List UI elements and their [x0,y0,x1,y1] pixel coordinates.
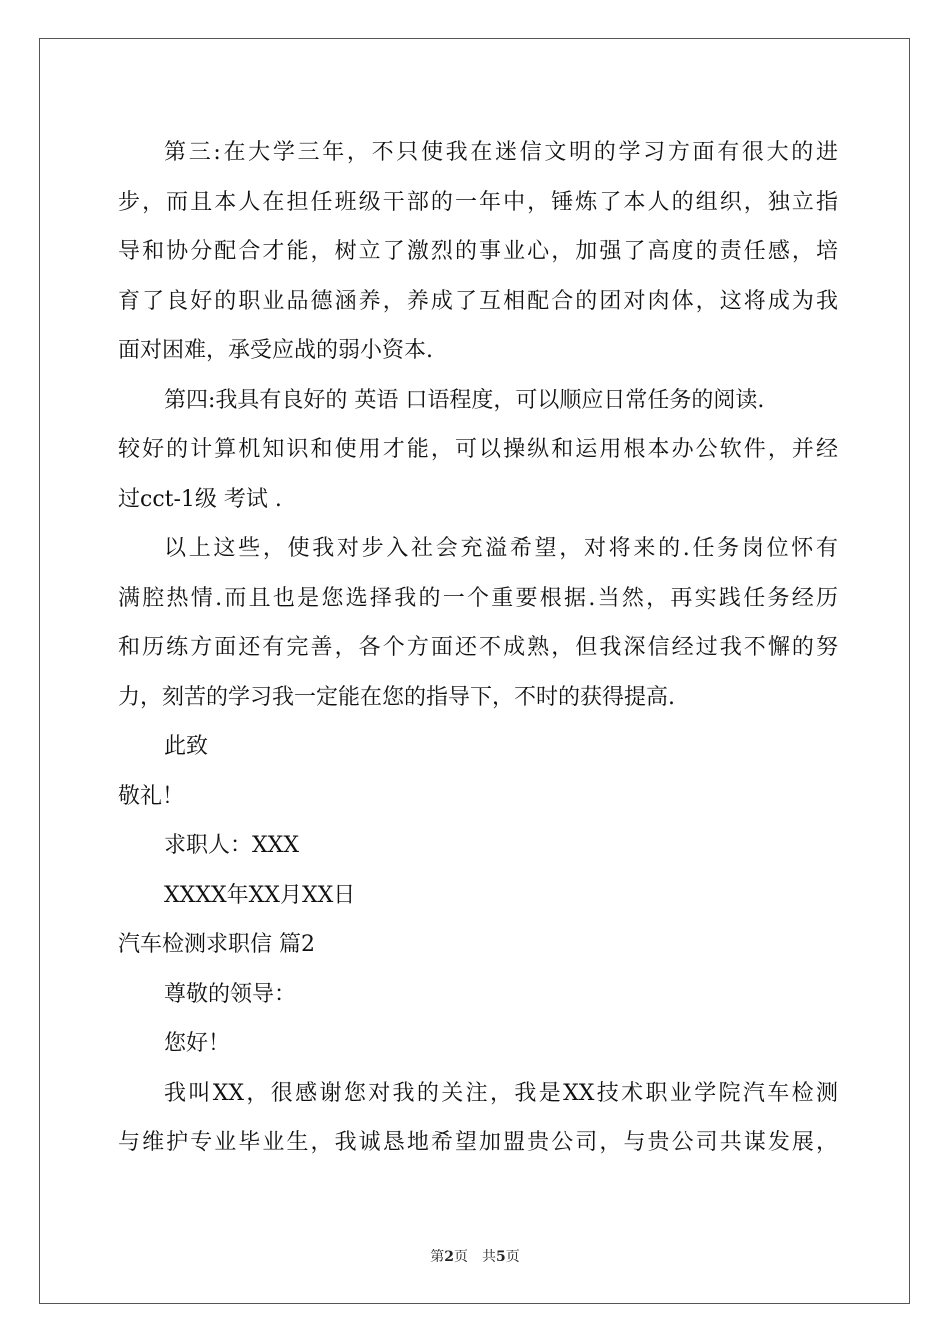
greeting-text: 尊敬的领导： [164,981,297,1007]
paragraph-line: 育了良好的职业品德涵养，养成了互相配合的团对肉体，这将成为我 [118,288,838,314]
closing-text: 此致 [164,734,209,759]
paragraph-line: 面对困难，承受应战的弱小资本. [118,338,433,363]
paragraph-line: 步，而且本人在担任班级干部的一年中，锤炼了本人的组织，独立指 [118,189,838,215]
paragraph-line: 较好的计算机知识和使用才能，可以操纵和运用根本办公软件，并经 [118,437,838,462]
salute-text: 敬礼！ [118,783,185,809]
paragraph-line: 以上这些，使我对步入社会充溢希望，对将来的.任务岗位怀有 [164,536,838,561]
footer-total-prefix: 共 [482,1249,496,1265]
document-body [118,128,838,1168]
paragraph-line: 第三:在大学三年，不只使我在迷信文明的学习方面有很大的进 [164,140,838,165]
signer-text: 求职人：XXX [164,833,299,858]
paragraph-line: 与维护专业毕业生，我诚恳地希望加盟贵公司，与贵公司共谋发展， [118,1130,838,1155]
paragraph-line: 导和协分配合才能，树立了激烈的事业心，加强了高度的责任感，培 [118,239,838,264]
footer-page-suffix: 页 [454,1249,468,1265]
page-footer [0,1246,950,1266]
paragraph-line: 过cct-1级 考试 . [118,486,282,512]
paragraph-line: 满腔热情.而且也是您选择我的一个重要根据.当然，再实践任务经历 [118,585,838,611]
footer-prefix: 第 [430,1249,445,1265]
paragraph-line: 我叫XX，很感谢您对我的关注，我是XX技术职业学院汽车检测 [164,1080,838,1106]
footer-total-pages: 5 [496,1249,506,1265]
footer-total-suffix: 页 [505,1249,520,1265]
paragraph-line: 力，刻苦的学习我一定能在您的指导下，不时的获得提高. [118,684,675,710]
section-title: 汽车检测求职信 篇2 [118,932,315,957]
hello-text: 您好！ [164,1031,231,1056]
paragraph-line: 和历练方面还有完善，各个方面还不成熟，但我深信经过我不懈的努 [118,635,838,660]
footer-current-page: 2 [444,1249,454,1265]
paragraph-line: 第四:我具有良好的 英语 口语程度，可以顺应日常任务的阅读. [164,387,765,413]
date-text: XXXX年XX月XX日 [164,882,356,908]
